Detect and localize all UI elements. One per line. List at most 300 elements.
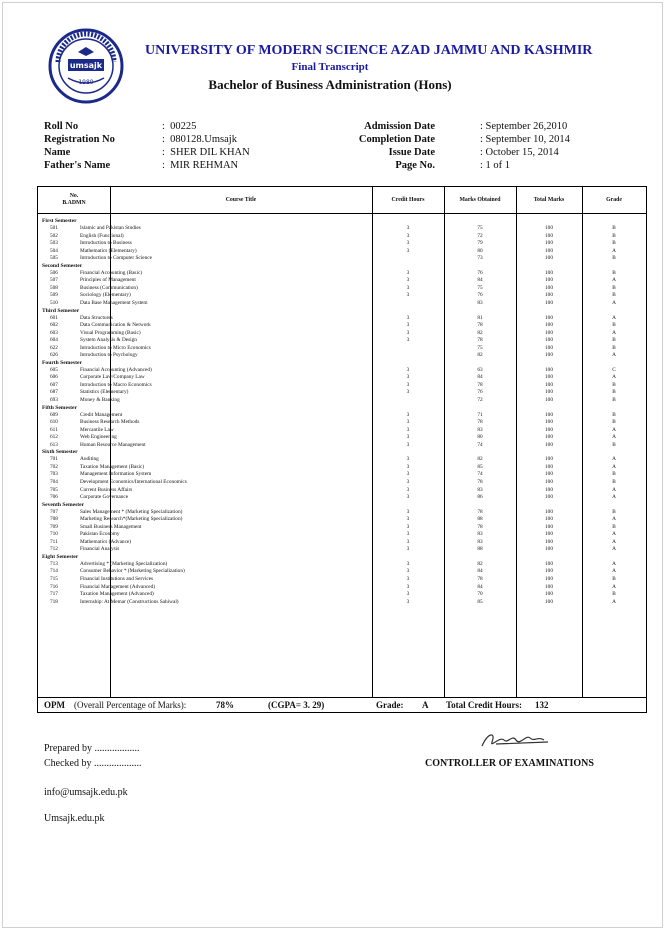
total-marks: 100 [545, 225, 553, 231]
grade: A [612, 314, 616, 321]
credit-hours: 3 [406, 240, 410, 247]
total-marks: 100 [545, 352, 553, 359]
credit-hours: 3 [406, 486, 410, 493]
course-title: Corporate Governance [80, 494, 129, 501]
marks-obtained: 78 [477, 478, 483, 485]
course-no: 715 [50, 576, 58, 582]
course-title: Marketing Research*(Marketing Specialization) [80, 516, 183, 523]
total-marks: 100 [545, 314, 553, 321]
course-no: 610 [50, 419, 58, 426]
marks-obtained: 85 [477, 598, 483, 605]
header-course-title: Course Title [225, 196, 257, 203]
course-title: Business (Communication) [80, 284, 138, 291]
total-marks: 100 [545, 598, 553, 605]
credit-hours: 3 [406, 426, 410, 433]
total-marks: 100 [545, 292, 553, 299]
credit-hours: 3 [406, 583, 410, 590]
grade: A [612, 299, 616, 306]
course-no: 603 [50, 329, 58, 336]
course-title: Data Communication & Network [80, 322, 151, 329]
total-marks: 100 [545, 329, 553, 336]
marks-obtained: 76 [477, 389, 483, 396]
total-marks: 100 [545, 546, 553, 553]
logo-year: 1980 [78, 79, 94, 86]
total-marks: 100 [545, 463, 553, 470]
course-no: 509 [50, 292, 58, 299]
total-marks: 100 [545, 247, 553, 254]
total-marks: 100 [545, 269, 553, 276]
course-title: Web Engineering [80, 434, 117, 441]
course-title: Taxation Management (Basic) [80, 463, 145, 470]
credit-hours: 3 [406, 389, 410, 396]
left-info-values: : 00225 : 080128.Umsajk : SHER DIL KHAN : MIR REHMAN [162, 121, 250, 171]
website: Umsajk.edu.pk [44, 813, 105, 824]
credit-hours: 3 [406, 374, 410, 381]
issue-date-label: Issue Date [388, 147, 435, 158]
course-no: 702 [50, 463, 58, 470]
grade: B [612, 240, 616, 247]
marks-obtained: 74 [477, 441, 483, 448]
course-title: Money & Banking [80, 397, 120, 403]
grade: A [612, 426, 616, 433]
university-name: UNIVERSITY OF MODERN SCIENCE AZAD JAMMU AND KASHMIR [145, 43, 593, 58]
course-no: 611 [50, 426, 58, 433]
completion-date-value: September 10, 2014 [485, 134, 570, 145]
course-no: 701 [50, 456, 58, 463]
course-title: Current Business Affairs [80, 486, 133, 493]
course-no: 502 [50, 232, 58, 239]
credit-hours: 3 [406, 419, 410, 426]
credit-hours: 3 [406, 568, 410, 575]
semester-heading: Sixth Semester [42, 449, 78, 456]
grade: A [612, 546, 616, 553]
course-no: 604 [50, 337, 58, 344]
course-no: 606 [50, 374, 58, 381]
course-no: 626 [50, 352, 58, 359]
total-marks: 100 [545, 389, 553, 396]
course-title: Internship: At Memar (Constructions Sahiwal) [80, 598, 179, 605]
course-no: 687 [50, 389, 58, 396]
course-title: Small Business Management [80, 523, 142, 530]
credit-hours: 3 [406, 292, 410, 299]
total-marks: 100 [545, 374, 553, 381]
course-no: 622 [50, 344, 58, 351]
grade: A [612, 598, 616, 605]
grade: B [612, 344, 616, 351]
semester-heading: Fourth Semester [42, 359, 82, 366]
credit-hours: 3 [406, 232, 410, 239]
course-no: 703 [50, 471, 58, 478]
marks-obtained: 76 [477, 269, 483, 276]
grade: C [612, 366, 616, 373]
grade: B [612, 441, 616, 448]
grade-value: A [422, 700, 429, 710]
course-no: 718 [50, 598, 58, 605]
issue-date-value: October 15, 2014 [485, 147, 559, 158]
course-title: Financial Management (Advanced) [80, 583, 156, 590]
course-no: 507 [50, 277, 58, 284]
marks-obtained: 84 [477, 568, 483, 575]
marks-obtained: 70 [477, 591, 483, 598]
total-marks: 100 [545, 516, 553, 523]
marks-obtained: 85 [477, 463, 483, 470]
course-title: Islamic and Pakistan Studies [80, 225, 141, 231]
credit-hours: 3 [406, 225, 410, 231]
total-marks: 100 [545, 538, 553, 545]
marks-obtained: 75 [477, 284, 483, 291]
credit-hours: 3 [406, 322, 410, 329]
roll-no-label: Roll No [44, 121, 79, 132]
total-marks: 100 [545, 284, 553, 291]
course-no: 712 [50, 546, 58, 553]
total-marks: 100 [545, 381, 553, 388]
credit-hours: 3 [406, 284, 410, 291]
course-title: Financial Accounting (Advanced) [80, 366, 152, 373]
semester-heading: Fifth Semester [42, 404, 77, 411]
fathers-name-label: Father's Name [44, 160, 111, 171]
course-title: Sales Management * (Marketing Specialization) [80, 508, 183, 515]
total-marks: 100 [545, 576, 553, 582]
course-title: Mathematics (Advance) [80, 538, 132, 545]
course-no: 612 [50, 434, 58, 441]
credit-hours: 3 [406, 471, 410, 478]
grade: B [612, 269, 616, 276]
course-title: Financial Accounting (Basic) [80, 269, 143, 276]
course-title: Financial Institutions and Services [80, 576, 154, 582]
course-title: System Analysis & Design [80, 337, 137, 344]
credit-hours: 3 [406, 546, 410, 553]
marks-obtained: 83 [477, 538, 483, 545]
name-value: SHER DIL KHAN [170, 147, 250, 158]
right-info-values: : September 26,2010 : September 10, 2014 : October 15, 2014 : 1 of 1 [480, 121, 570, 171]
cgpa-value: (CGPA= 3. 29) [268, 700, 325, 710]
total-marks: 100 [545, 456, 553, 463]
grade: B [612, 471, 616, 478]
course-no: 710 [50, 531, 58, 538]
grade: A [612, 434, 616, 441]
marks-obtained: 83 [477, 299, 483, 306]
course-title: Financial Analysis [80, 546, 120, 553]
grade: A [612, 568, 616, 575]
checked-by: Checked by ................... [44, 758, 142, 769]
course-no: 704 [50, 478, 58, 485]
total-marks: 100 [545, 523, 553, 530]
marks-obtained: 83 [477, 531, 483, 538]
marks-obtained: 86 [477, 494, 483, 501]
grade: A [612, 531, 616, 538]
grade: B [612, 419, 616, 426]
course-title: Consumer Behavior * (Marketing Specialization) [80, 568, 185, 575]
marks-obtained: 84 [477, 583, 483, 590]
marks-obtained: 84 [477, 374, 483, 381]
prepared-by: Prepared by .................. [44, 743, 140, 754]
total-marks: 100 [545, 494, 553, 501]
credit-hours: 3 [406, 269, 410, 276]
marks-obtained: 78 [477, 576, 483, 582]
credit-hours: 3 [406, 381, 410, 388]
controller-of-examinations: CONTROLLER OF EXAMINATIONS [425, 758, 594, 769]
total-marks: 100 [545, 232, 553, 239]
admission-date-label: Admission Date [364, 121, 435, 132]
course-title: Credit Management [80, 411, 123, 418]
total-marks: 100 [545, 591, 553, 598]
grade: A [612, 494, 616, 501]
credit-hours: 3 [406, 366, 410, 373]
total-marks: 100 [545, 486, 553, 493]
credit-hours: 3 [406, 598, 410, 605]
credit-hours: 3 [406, 560, 410, 567]
course-no: 613 [50, 441, 58, 448]
semester-heading: Seventh Semester [42, 501, 85, 508]
page-no-value: 1 of 1 [485, 160, 511, 171]
semester-heading: Second Semester [42, 262, 83, 269]
course-no: 708 [50, 516, 58, 523]
total-marks: 100 [545, 471, 553, 478]
credit-hours: 3 [406, 277, 410, 284]
course-no: 711 [50, 538, 58, 545]
grade: A [612, 486, 616, 493]
marks-obtained: 74 [477, 471, 483, 478]
course-no: 510 [50, 299, 58, 306]
marks-obtained: 82 [477, 329, 483, 336]
grade: B [612, 523, 616, 530]
page-no-label: Page No. [395, 160, 435, 171]
header-marks-obtained: Marks Obtained [459, 196, 501, 203]
course-no: 605 [50, 366, 58, 373]
marks-obtained: 78 [477, 337, 483, 344]
header-grade: Grade [606, 196, 622, 203]
grade: B [612, 225, 616, 231]
course-title: Visual Programming (Basic) [80, 329, 141, 336]
grade: B [612, 576, 616, 582]
marks-obtained: 78 [477, 508, 483, 515]
marks-obtained: 88 [477, 516, 483, 523]
course-no: 602 [50, 322, 58, 329]
course-no: 501 [50, 225, 58, 231]
header-total-marks: Total Marks [533, 196, 565, 203]
header-no: No. B.ADMN [62, 193, 86, 206]
credit-hours: 3 [406, 441, 410, 448]
credit-hours: 3 [406, 247, 410, 254]
grade: B [612, 411, 616, 418]
grade: B [612, 232, 616, 239]
grade: A [612, 374, 616, 381]
course-no: 504 [50, 247, 58, 254]
grade: B [612, 292, 616, 299]
course-title: Introduction to Psychology [80, 352, 138, 359]
document-title: Final Transcript [291, 61, 369, 73]
semester-heading: First Semester [42, 218, 77, 224]
logo-text: umsajk [69, 61, 103, 70]
grade: A [612, 456, 616, 463]
marks-obtained: 76 [477, 292, 483, 299]
summary-row [38, 698, 646, 712]
registration-no-value: 080128.Umsajk [170, 134, 237, 145]
grade: B [612, 508, 616, 515]
grade: A [612, 516, 616, 523]
credit-hours: 3 [406, 434, 410, 441]
course-title: Introduction to Business [80, 240, 132, 247]
grade: B [612, 397, 616, 403]
course-title: Mathematics (Elementary) [80, 247, 137, 254]
credit-hours: 3 [406, 516, 410, 523]
total-marks: 100 [545, 441, 553, 448]
credit-hours: 3 [406, 337, 410, 344]
total-marks: 100 [545, 337, 553, 344]
marks-obtained: 63 [477, 366, 483, 373]
total-marks: 100 [545, 583, 553, 590]
total-marks: 100 [545, 478, 553, 485]
name-label: Name [44, 147, 71, 158]
completion-date-label: Completion Date [358, 134, 435, 145]
course-title: Auditing [80, 456, 99, 463]
semester-heading: Eight Semester [42, 553, 79, 560]
grade: A [612, 538, 616, 545]
course-title: Introduction to Macro Economics [80, 381, 152, 388]
course-no: 717 [50, 591, 58, 598]
opm-text: (Overall Percentage of Marks): [74, 700, 187, 710]
course-no: 713 [50, 560, 58, 567]
credit-hours: 3 [406, 463, 410, 470]
marks-obtained: 80 [477, 247, 483, 254]
credit-hours: 3 [406, 523, 410, 530]
marks-obtained: 84 [477, 277, 483, 284]
course-no: 609 [50, 411, 58, 418]
program-name: Bachelor of Business Administration (Hons) [208, 77, 452, 92]
marks-obtained: 75 [477, 344, 483, 351]
left-info-labels [44, 120, 115, 172]
course-no: 706 [50, 494, 58, 501]
course-no: 505 [50, 255, 58, 262]
marks-obtained: 73 [477, 255, 483, 262]
grade: B [612, 389, 616, 396]
course-no: 709 [50, 523, 58, 530]
grade-label: Grade: [376, 700, 404, 710]
marks-obtained: 78 [477, 381, 483, 388]
email: info@umsajk.edu.pk [44, 787, 128, 798]
total-marks: 100 [545, 434, 553, 441]
grade: B [612, 337, 616, 344]
marks-obtained: 83 [477, 426, 483, 433]
credit-hours: 3 [406, 591, 410, 598]
semester-heading: Third Semester [42, 307, 80, 314]
total-marks: 100 [545, 560, 553, 567]
marks-obtained: 79 [477, 240, 483, 247]
marks-obtained: 82 [477, 352, 483, 359]
course-no: 707 [50, 508, 58, 515]
marks-obtained: 80 [477, 434, 483, 441]
total-marks: 100 [545, 411, 553, 418]
grade: A [612, 352, 616, 359]
marks-obtained: 75 [477, 225, 483, 231]
credit-hours: 3 [406, 314, 410, 321]
course-title: Human Resource Management [80, 441, 146, 448]
opm-label: OPM [44, 700, 65, 710]
marks-obtained: 78 [477, 322, 483, 329]
course-no: 716 [50, 583, 58, 590]
grade: B [612, 591, 616, 598]
course-no: 506 [50, 269, 58, 276]
credit-hours: 3 [406, 478, 410, 485]
credit-hours: 3 [406, 329, 410, 336]
course-title: Corporate Law/Company Law [80, 374, 145, 381]
marks-obtained: 82 [477, 456, 483, 463]
total-marks: 100 [545, 419, 553, 426]
course-no: 714 [50, 568, 58, 575]
course-no: 503 [50, 240, 58, 247]
course-title: Data Base Management System [80, 299, 148, 306]
credit-hours: 3 [406, 494, 410, 501]
course-no: 508 [50, 284, 58, 291]
marks-obtained: 83 [477, 486, 483, 493]
total-marks: 100 [545, 299, 553, 306]
course-title: Sociology (Elementary) [80, 292, 131, 299]
controller-signature [478, 728, 554, 754]
course-title: Advertising * (Marketing Specialization) [80, 560, 168, 567]
marks-obtained: 88 [477, 546, 483, 553]
course-no: 601 [50, 314, 58, 321]
total-credit-label: Total Credit Hours: [446, 700, 523, 710]
course-title: Development Economics/International Economics [80, 478, 187, 485]
credit-hours: 3 [406, 538, 410, 545]
grade: A [612, 247, 616, 254]
course-title: Management Information System [80, 471, 152, 478]
grade: A [612, 277, 616, 284]
grade: B [612, 322, 616, 329]
fathers-name-value: MIR REHMAN [170, 160, 239, 171]
marks-obtained: 78 [477, 523, 483, 530]
total-marks: 100 [545, 322, 553, 329]
course-title: Mercantile Law [80, 426, 114, 433]
course-no: 705 [50, 486, 58, 493]
credit-hours: 3 [406, 456, 410, 463]
marks-obtained: 72 [477, 232, 483, 239]
marks-obtained: 78 [477, 419, 483, 426]
course-title: Taxation Management (Advanced) [80, 591, 154, 598]
total-marks: 100 [545, 508, 553, 515]
total-marks: 100 [545, 426, 553, 433]
total-marks: 100 [545, 255, 553, 262]
grade: B [612, 255, 616, 262]
roll-no-value: 00225 [170, 121, 197, 132]
course-title: Statistics (Elementary) [80, 389, 129, 396]
university-seal-logo [48, 28, 124, 104]
marks-obtained: 81 [477, 314, 483, 321]
course-title: Pakistan Economy [80, 531, 120, 538]
marks-table [37, 186, 647, 713]
total-marks: 100 [545, 531, 553, 538]
course-title: Principles of Management [80, 277, 136, 284]
right-info-labels [330, 120, 435, 172]
grade: B [612, 478, 616, 485]
grade: A [612, 463, 616, 470]
marks-obtained: 82 [477, 560, 483, 567]
course-no: 607 [50, 381, 58, 388]
total-marks: 100 [545, 277, 553, 284]
total-credit-value: 132 [535, 700, 549, 710]
course-no: 693 [50, 397, 58, 403]
registration-no-label: Registration No [44, 134, 115, 145]
course-title: English (Functional) [80, 232, 124, 239]
credit-hours: 3 [406, 411, 410, 418]
total-marks: 100 [545, 240, 553, 247]
grade: B [612, 284, 616, 291]
course-title: Introduction to Computer Science [80, 255, 152, 262]
credit-hours: 3 [406, 508, 410, 515]
total-marks: 100 [545, 344, 553, 351]
grade: A [612, 329, 616, 336]
header-credit-hours: Credit Hours [391, 196, 425, 203]
